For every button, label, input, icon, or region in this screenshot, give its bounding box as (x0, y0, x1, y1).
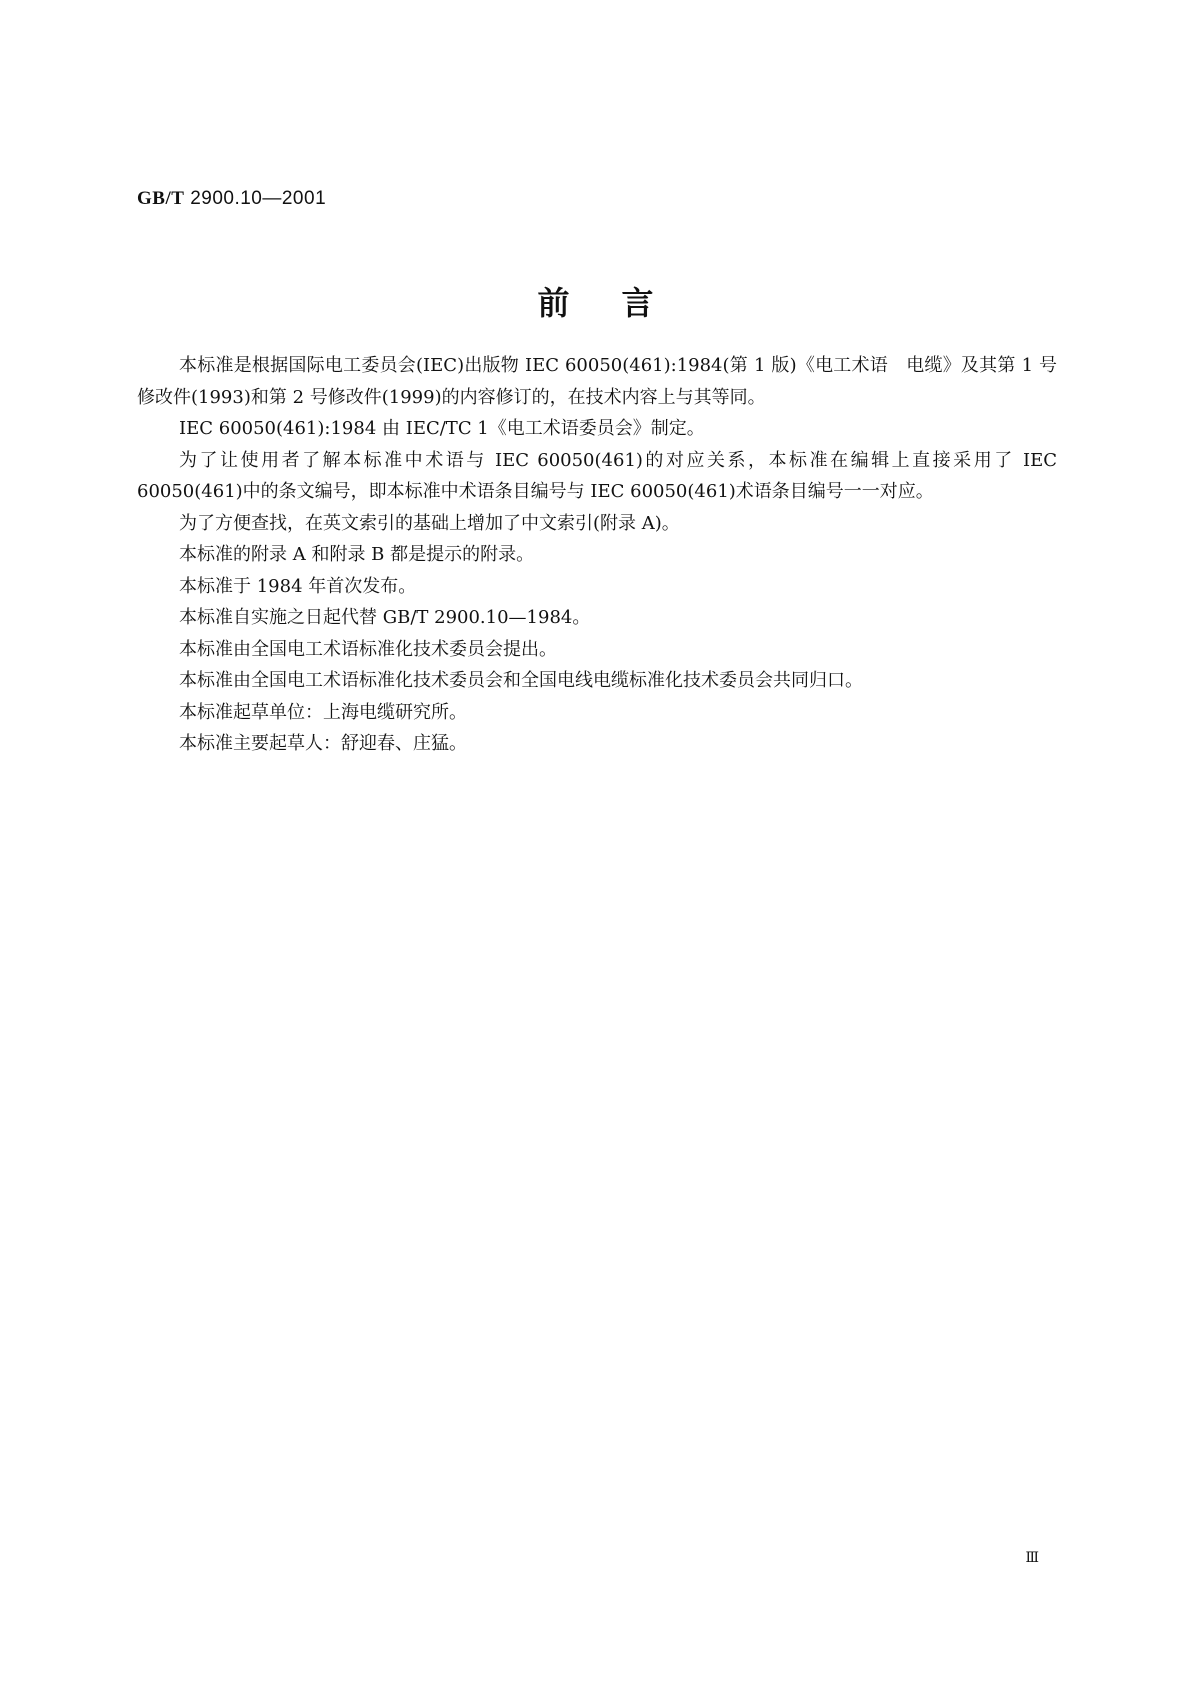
paragraph: 为了让使用者了解本标准中术语与 IEC 60050(461)的对应关系，本标准在编辑上直接采用了 IEC 60050(461)中的条文编号，即本标准中术语条目编号与 IEC 60050(461)术语条目编号一一对应。 (137, 449, 1057, 502)
paragraph: 本标准自实施之日起代替 GB/T 2900.10—1984。 (179, 607, 591, 628)
page-title: 前言 (537, 284, 706, 322)
paragraph: 本标准主要起草人：舒迎春、庄猛。 (179, 733, 467, 754)
paragraph: 为了方便查找，在英文索引的基础上增加了中文索引(附录 A)。 (179, 512, 680, 534)
paragraph: 本标准是根据国际电工委员会(IEC)出版物 IEC 60050(461):1984(第 1 版)《电工术语 电缆》及其第 1 号修改件(1993)和第 2 号修改件(1999)的内容修订的，在技术内容上与其等同。 (137, 355, 1057, 408)
paragraph: 本标准起草单位：上海电缆研究所。 (179, 701, 467, 723)
paragraph: 本标准由全国电工术语标准化技术委员会提出。 (179, 638, 557, 660)
standard-prefix: GB/T (137, 188, 185, 209)
page-number: Ⅲ (1025, 1551, 1039, 1566)
paragraph: 本标准由全国电工术语标准化技术委员会和全国电线电缆标准化技术委员会共同归口。 (179, 670, 863, 691)
document-header (137, 188, 326, 210)
paragraph: IEC 60050(461):1984 由 IEC/TC 1《电工术语委员会》制定。 (179, 418, 705, 439)
foreword-body (137, 350, 1057, 760)
standard-number: 2900.10—2001 (190, 188, 327, 209)
paragraph: 本标准于 1984 年首次发布。 (179, 575, 417, 597)
paragraph: 本标准的附录 A 和附录 B 都是提示的附录。 (179, 544, 535, 565)
